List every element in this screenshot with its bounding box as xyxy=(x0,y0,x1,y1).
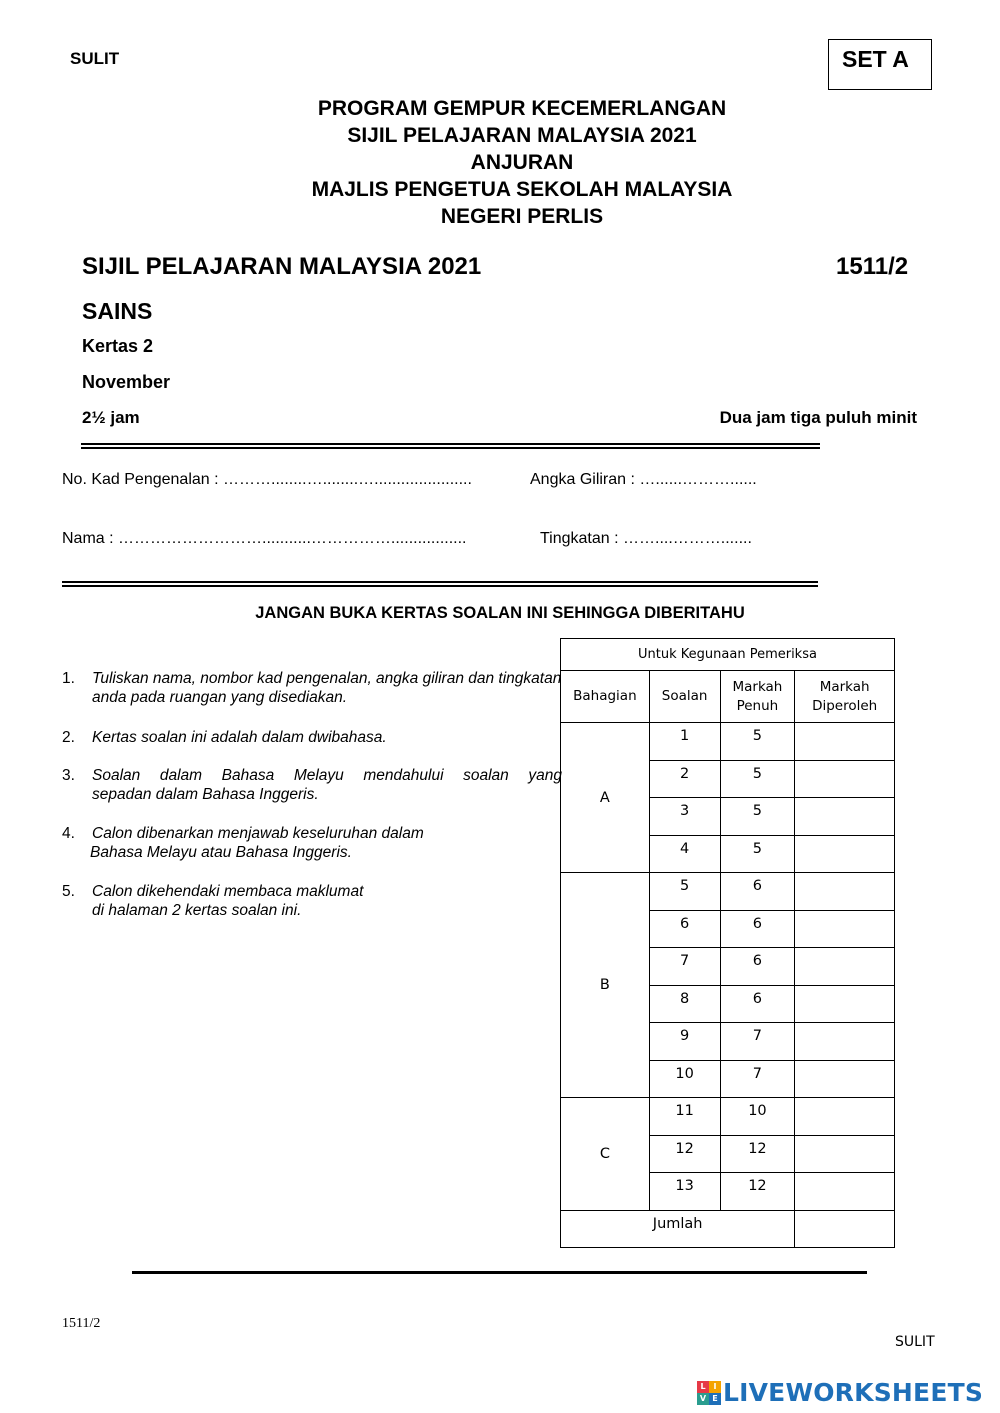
double-rule xyxy=(81,443,820,449)
header-markah-diperoleh xyxy=(795,671,895,723)
obtained-mark-cell[interactable] xyxy=(795,948,895,986)
instruction-number: 5. xyxy=(62,883,75,900)
subject-title: SAINS xyxy=(82,298,153,324)
header-soalan: Soalan xyxy=(649,671,720,723)
question-number: 6 xyxy=(649,910,720,948)
instruction-text: Kertas soalan ini adalah dalam dwibahasa. xyxy=(92,729,387,746)
sulit-label: SULIT xyxy=(70,49,120,68)
header-line: Markah xyxy=(819,678,870,695)
organizer-header xyxy=(222,95,822,230)
paper-number: Kertas 2 xyxy=(82,336,154,356)
instruction-item xyxy=(62,728,562,747)
instruction-item xyxy=(62,669,562,707)
header-markah-penuh xyxy=(720,671,795,723)
instruction-line: di halaman 2 kertas soalan ini. xyxy=(92,902,302,919)
instruction-text xyxy=(62,766,562,804)
total-label: Jumlah xyxy=(561,1210,795,1248)
instruction-item xyxy=(62,882,562,920)
instruction-item xyxy=(62,766,562,804)
full-mark: 5 xyxy=(720,798,795,836)
logo-tile: L xyxy=(697,1381,709,1393)
footer-code: 1511/2 xyxy=(62,1316,101,1331)
obtained-mark-cell[interactable] xyxy=(795,985,895,1023)
question-number: 11 xyxy=(649,1098,720,1136)
question-number: 5 xyxy=(649,873,720,911)
header-line: Penuh xyxy=(736,697,779,714)
header-line: MAJLIS PENGETUA SEKOLAH MALAYSIA xyxy=(311,178,733,201)
exam-duration: 2½ jam xyxy=(82,408,140,427)
obtained-mark-cell[interactable] xyxy=(795,760,895,798)
full-mark: 6 xyxy=(720,985,795,1023)
header-bahagian: Bahagian xyxy=(561,671,650,723)
obtained-mark-cell[interactable] xyxy=(795,910,895,948)
obtained-mark-cell[interactable] xyxy=(795,1023,895,1061)
instruction-number: 4. xyxy=(62,825,75,842)
section-label: B xyxy=(561,873,650,1098)
liveworksheets-logo-icon xyxy=(697,1381,721,1405)
footer-sulit: SULIT xyxy=(895,1334,935,1350)
instruction-number: 2. xyxy=(62,729,75,746)
total-obtained-cell[interactable] xyxy=(795,1210,895,1248)
full-mark: 5 xyxy=(720,760,795,798)
section-label: A xyxy=(561,723,650,873)
instruction-line: sepadan dalam Bahasa Inggeris. xyxy=(92,786,319,803)
instruction-text xyxy=(62,882,562,920)
header-line: SIJIL PELAJARAN MALAYSIA 2021 xyxy=(347,124,697,147)
instruction-item xyxy=(62,824,562,862)
full-mark: 6 xyxy=(720,910,795,948)
full-mark: 6 xyxy=(720,873,795,911)
obtained-mark-cell[interactable] xyxy=(795,1060,895,1098)
table-title: Untuk Kegunaan Pemeriksa xyxy=(561,639,895,671)
obtained-mark-cell[interactable] xyxy=(795,873,895,911)
instruction-text: Tuliskan nama, nombor kad pengenalan, angka giliran dan tingkatan anda pada ruangan yang disediakan. xyxy=(92,670,562,706)
ic-number-field[interactable]: No. Kad Pengenalan : ………........…........…...................... xyxy=(62,471,472,488)
tingkatan-field[interactable]: Tingkatan : ……....………....... xyxy=(540,530,752,547)
warning-text: JANGAN BUKA KERTAS SOALAN INI SEHINGGA DIBERITAHU xyxy=(255,604,745,622)
examiner-marks-table xyxy=(560,638,895,1248)
question-number: 3 xyxy=(649,798,720,836)
table-row xyxy=(561,1098,895,1136)
table-row xyxy=(561,873,895,911)
bottom-rule xyxy=(132,1271,867,1274)
table-row-total xyxy=(561,1210,895,1248)
logo-tile: E xyxy=(709,1393,721,1405)
logo-tile: I xyxy=(709,1381,721,1393)
section-label: C xyxy=(561,1098,650,1211)
full-mark: 12 xyxy=(720,1135,795,1173)
obtained-mark-cell[interactable] xyxy=(795,1098,895,1136)
full-mark: 5 xyxy=(720,835,795,873)
header-line: ANJURAN xyxy=(470,151,574,174)
exam-duration-text: Dua jam tiga puluh minit xyxy=(719,408,917,427)
set-box: SET A xyxy=(828,39,932,90)
question-number: 8 xyxy=(649,985,720,1023)
name-field[interactable]: Nama : ………………………...........……………................. xyxy=(62,530,467,547)
obtained-mark-cell[interactable] xyxy=(795,1173,895,1211)
instruction-line: Calon dibenarkan menjawab keseluruhan dalam xyxy=(92,825,424,842)
instruction-number: 3. xyxy=(62,767,75,784)
question-number: 2 xyxy=(649,760,720,798)
logo-wordmark: LIVEWORKSHEETS xyxy=(723,1378,984,1407)
double-rule xyxy=(62,581,818,587)
question-number: 9 xyxy=(649,1023,720,1061)
instruction-line: Bahasa Melayu atau Bahasa Inggeris. xyxy=(90,844,352,861)
question-number: 7 xyxy=(649,948,720,986)
exam-month: November xyxy=(82,372,171,392)
liveworksheets-logo[interactable] xyxy=(697,1378,983,1407)
table-row xyxy=(561,723,895,761)
obtained-mark-cell[interactable] xyxy=(795,835,895,873)
full-mark: 7 xyxy=(720,1060,795,1098)
header-line: Diperoleh xyxy=(812,697,878,714)
obtained-mark-cell[interactable] xyxy=(795,723,895,761)
full-mark: 5 xyxy=(720,723,795,761)
header-line: NEGERI PERLIS xyxy=(440,205,604,228)
obtained-mark-cell[interactable] xyxy=(795,798,895,836)
instruction-line: Soalan dalam Bahasa Melayu mendahului soalan yang xyxy=(92,767,562,784)
question-number: 1 xyxy=(649,723,720,761)
exam-title: SIJIL PELAJARAN MALAYSIA 2021 xyxy=(82,253,482,280)
question-number: 4 xyxy=(649,835,720,873)
instruction-text xyxy=(62,824,562,862)
logo-tile: V xyxy=(697,1393,709,1405)
full-mark: 7 xyxy=(720,1023,795,1061)
instruction-number: 1. xyxy=(62,670,75,687)
paper-code: 1511/2 xyxy=(836,253,909,280)
full-mark: 12 xyxy=(720,1173,795,1211)
question-number: 12 xyxy=(649,1135,720,1173)
header-line: PROGRAM GEMPUR KECEMERLANGAN xyxy=(317,97,727,120)
angka-giliran-field[interactable]: Angka Giliran : …......………...... xyxy=(530,471,757,488)
instruction-line: Calon dikehendaki membaca maklumat xyxy=(92,883,364,900)
full-mark: 6 xyxy=(720,948,795,986)
header-line: Markah xyxy=(732,678,783,695)
obtained-mark-cell[interactable] xyxy=(795,1135,895,1173)
full-mark: 10 xyxy=(720,1098,795,1136)
question-number: 13 xyxy=(649,1173,720,1211)
question-number: 10 xyxy=(649,1060,720,1098)
